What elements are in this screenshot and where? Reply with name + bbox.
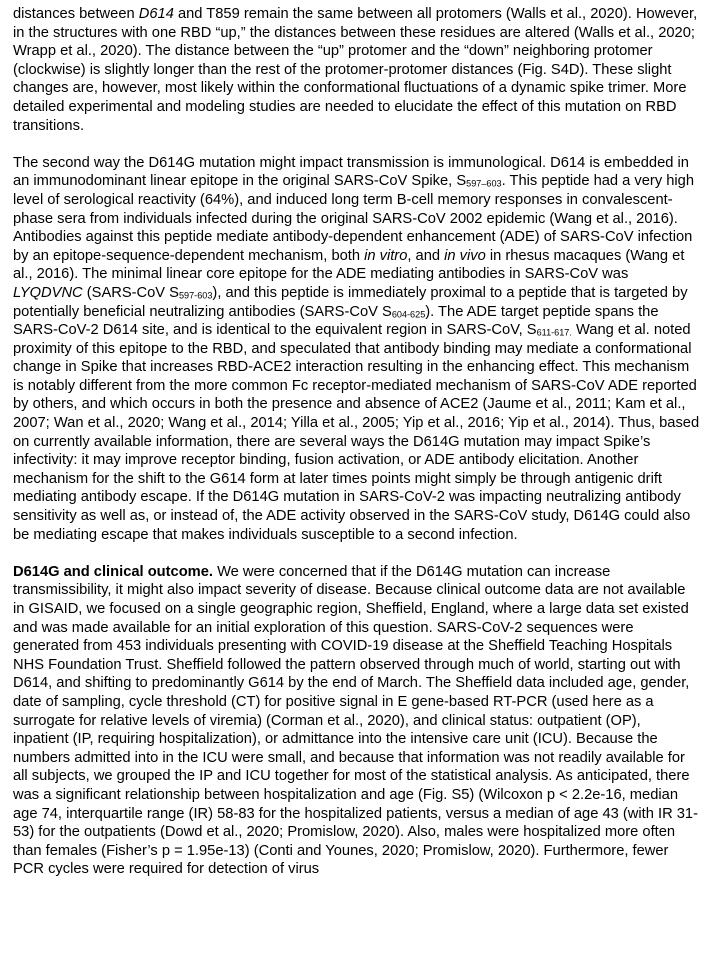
subscript-text: 611-617. [536,327,572,338]
page-text [13,5,700,879]
bold-heading: D614G and clinical outcome. [13,563,213,580]
italic-text: in vivo [444,247,486,264]
text-run: Wang et al. noted proximity of this epitope to the RBD, and speculated that antibody binding may mediate a conformational change in Spike that increases RBD-ACE2 interaction resulting in the enhancing effect. This mechanism is notably different from the more common Fc receptor-mediated mechanism of SARS-CoV ADE reported by others, and which occurs in both the presence and absence of ACE2 (Jaume et al., 2011; Kam et al., 2007; Wan et al., 2020; Wang et al., 2014; Yilla et al., 2005; Yip et al., 2016; Yip et al., 2014). Thus, based on currently available information, there are several ways the D614G mutation may impact Spike’s infectivity: it may improve receptor binding, fusion activation, or ADE antibody elicitation. Another mechanism for the shift to the G614 form at later times points might simply be through antigenic drift mediating antibody escape. If the D614G mutation in SARS-CoV-2 was impacting neutralizing antibody sensitivity as well as, or instead of, the ADE activity observed in the SARS-CoV study, D614G could also be mediating escape that makes individuals susceptible to a second infection. [13,322,700,543]
text-run: ), and this peptide is immediately proximal to a peptide that is targeted by potentially beneficial neutralizing antibodies (SARS-CoV S [13,284,688,320]
italic-text: LYQDVNC [13,284,83,301]
text-run: and T859 remain the same between all protomers (Walls et al., 2020). However, in the structures with one RBD “up,” the distances between these residues are altered (Walls et al., 2020; Wrapp et al., 2020). The distance between the “up” protomer and the “down” neighboring protomer (clockwise) is slightly longer than the rest of the protomer-protomer distances (Fig. S4D). These slight changes are, however, most likely within the conformational fluctuations of a dynamic spike trimer. More detailed experimental and modeling studies are needed to elucidate the effect of this mutation on RBD transitions. [13,6,698,134]
paragraph-immunological-impact [13,154,700,544]
subscript-text: 604-625 [391,308,426,319]
text-run: The second way the D614G mutation might impact transmission is immunological. D614 is embedded in an immunodominant linear epitope in the original SARS-CoV Spike, S [13,154,689,190]
text-run: We were concerned that if the D614G mutation can increase transmissibility, it might also impact severity of disease. Because clinical outcome data are not available in GISAID, we focused on a single geographic region, Sheffield, England, where a large data set existed and was made available for an initial exploration of this question. SARS-CoV-2 sequences were generated from 453 individuals presenting with COVID-19 disease at the Sheffield Teaching Hospitals NHS Foundation Trust. Sheffield followed the pattern observed through much of world, starting out with D614, and shifting to predominantly G614 by the end of March. The Sheffield data included age, gender, date of sampling, cycle threshold (CT) for positive signal in E gene-based RT-PCR (used here as a surrogate for relative levels of viremia) (Corman et al., 2020), and clinical status: outpatient (OP), inpatient (IP, requiring hospitalization), or admittance into the intensive care unit (ICU). Because the numbers admitted into in the ICU were small, and because that information was not readily available for all subjects, we grouped the IP and ICU together for most of the statistical analysis. As anticipated, there was a significant relationship between hospitalization and age (Fig. S5) (Wilcoxon p < 2.2e-16, median age 74, interquartile range (IR) 58-83 for the hospitalized patients, versus a median of age 43 (with IR 31-53) for the outpatients (Dowd et al., 2020; Promislow, 2020). Also, males were hospitalized more often than females (Fisher’s p = 1.95e-13) (Conti and Younes, 2020; Promislow, 2020). Furthermore, fewer PCR cycles were required for detection of virus [13,563,698,878]
paragraph-spike-structure [13,5,700,135]
text-run: (SARS-CoV S [82,284,179,301]
text-run: ). The ADE target peptide spans the SARS-CoV-2 D614 site, and is identical to the equivalent region in SARS-CoV, S [13,303,659,339]
text-run: distances between [13,6,139,22]
text-run: . This peptide had a very high level of serological reactivity (64%), and induced long term B-cell memory responses in convalescent-phase sera from individuals infected during the original SARS-CoV 2002 epidemic (Wang et al., 2016). Antibodies against this peptide mediate antibody-dependent enhancement (ADE) of SARS-CoV infection by an epitope-sequence-dependent mechanism, both [13,173,695,264]
text-run: , and [407,247,445,264]
subscript-text: 597-603 [178,290,213,301]
italic-text: in vitro [364,247,408,264]
paragraph-clinical-outcome [13,563,700,879]
subscript-text: 597–603 [466,178,502,189]
italic-text: D614 [138,6,174,22]
text-run: in rhesus macaques (Wang et al., 2016). The minimal linear core epitope for the ADE mediating antibodies in SARS-CoV was [13,247,685,283]
